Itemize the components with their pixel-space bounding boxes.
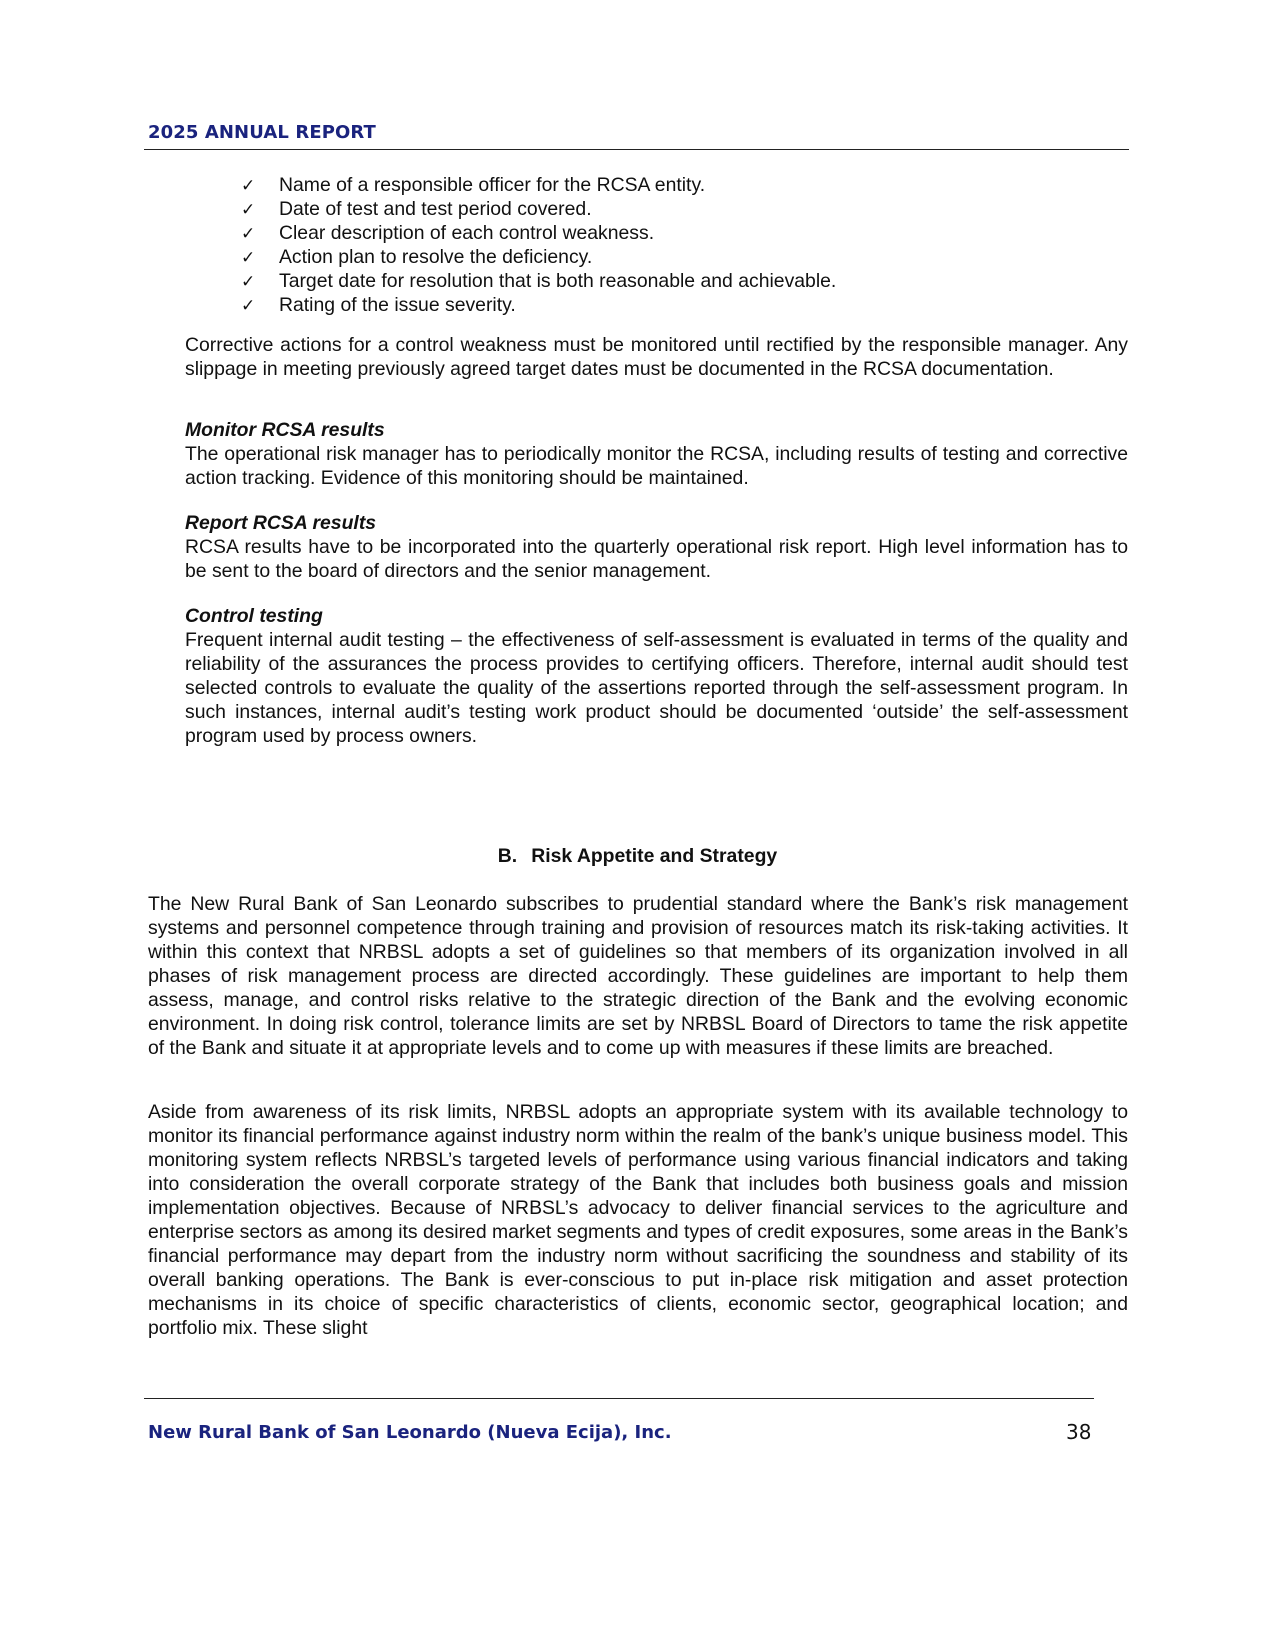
- monitor-rcsa-paragraph: The operational risk manager has to periodically monitor the RCSA, including results of testing and corrective action tracking. Evidence of this monitoring should be maintained.: [185, 443, 1128, 489]
- corrective-actions-block: [185, 333, 1128, 381]
- rcsa-requirements-checklist: [241, 173, 1121, 317]
- list-item-text: Target date for resolution that is both reasonable and achievable.: [279, 270, 837, 292]
- checkmark-icon: ✓: [241, 224, 256, 244]
- list-item: [241, 173, 1121, 197]
- page-number: 38: [1066, 1420, 1092, 1444]
- risk-appetite-paragraph-1: The New Rural Bank of San Leonardo subscribes to prudential standard where the Bank’s risk management systems and personnel competence through training and provision of resources match its risk-taking activities. It within this context that NRBSL adopts a set of guidelines so that members of its organization involved in all phases of risk management process are directed accordingly. These guidelines are important to help them assess, manage, and control risks relative to the strategic direction of the Bank and the evolving economic environment. In doing risk control, tolerance limits are set by NRBSL Board of Directors to tame the risk appetite of the Bank and situate it at appropriate levels and to come up with measures if these limits are breached.: [148, 893, 1128, 1059]
- checkmark-icon: ✓: [241, 176, 256, 196]
- list-item: [241, 269, 1121, 293]
- section-b-heading: [0, 845, 1275, 868]
- checkmark-icon: ✓: [241, 248, 256, 268]
- footer-company-name: New Rural Bank of San Leonardo (Nueva Ecija), Inc.: [148, 1422, 672, 1443]
- section-b-title: Risk Appetite and Strategy: [531, 845, 778, 867]
- monitor-rcsa-heading: Monitor RCSA results: [185, 419, 385, 441]
- control-testing-heading: Control testing: [185, 605, 323, 627]
- risk-appetite-paragraph-2: Aside from awareness of its risk limits, NRBSL adopts an appropriate system with its available technology to monitor its financial performance against industry norm within the realm of the bank’s unique business model. This monitoring system reflects NRBSL’s targeted levels of performance using various financial indicators and taking into consideration the overall corporate strategy of the Bank that includes both business goals and mission implementation objectives. Because of NRBSL’s advocacy to deliver financial services to the agriculture and enterprise sectors as among its desired market segments and types of credit exposures, some areas in the Bank’s financial performance may depart from the industry norm without sacrificing the soundness and stability of its overall banking operations. The Bank is ever-conscious to put in-place risk mitigation and asset protection mechanisms in its choice of specific characteristics of clients, economic sector, geographical location; and portfolio mix. These slight: [148, 1101, 1128, 1339]
- list-item-text: Date of test and test period covered.: [279, 198, 592, 220]
- list-item-text: Action plan to resolve the deficiency.: [279, 246, 593, 268]
- checkmark-icon: ✓: [241, 296, 256, 316]
- risk-appetite-paragraph-1-block: [148, 892, 1128, 1060]
- list-item-text: Clear description of each control weakness.: [279, 222, 655, 244]
- list-item: [241, 197, 1121, 221]
- report-rcsa-paragraph: RCSA results have to be incorporated into the quarterly operational risk report. High level information has to be sent to the board of directors and the senior management.: [185, 536, 1128, 582]
- list-item: [241, 293, 1121, 317]
- header-divider: [144, 149, 1129, 150]
- list-item: [241, 245, 1121, 269]
- report-header-title: 2025 ANNUAL REPORT: [148, 122, 376, 143]
- checkmark-icon: ✓: [241, 272, 256, 292]
- checkmark-icon: ✓: [241, 200, 256, 220]
- list-item-text: Name of a responsible officer for the RCSA entity.: [279, 174, 706, 196]
- section-b-letter: B.: [497, 845, 518, 867]
- control-testing-section: [185, 604, 1128, 748]
- list-item-text: Rating of the issue severity.: [279, 294, 516, 316]
- monitor-rcsa-section: [185, 418, 1128, 490]
- report-rcsa-heading: Report RCSA results: [185, 512, 377, 534]
- list-item: [241, 221, 1121, 245]
- report-rcsa-section: [185, 511, 1128, 583]
- footer-divider: [144, 1398, 1094, 1399]
- corrective-actions-paragraph: Corrective actions for a control weakness must be monitored until rectified by the responsible manager. Any slippage in meeting previously agreed target dates must be documented in the RCSA documentation.: [185, 334, 1128, 380]
- control-testing-paragraph: Frequent internal audit testing – the effectiveness of self-assessment is evaluated in terms of the quality and reliability of the assurances the process provides to certifying officers. Therefore, internal audit should test selected controls to evaluate the quality of the assertions reported through the self-assessment program. In such instances, internal audit’s testing work product should be documented ‘outside’ the self-assessment program used by process owners.: [185, 629, 1128, 747]
- risk-appetite-paragraph-2-block: [148, 1100, 1128, 1340]
